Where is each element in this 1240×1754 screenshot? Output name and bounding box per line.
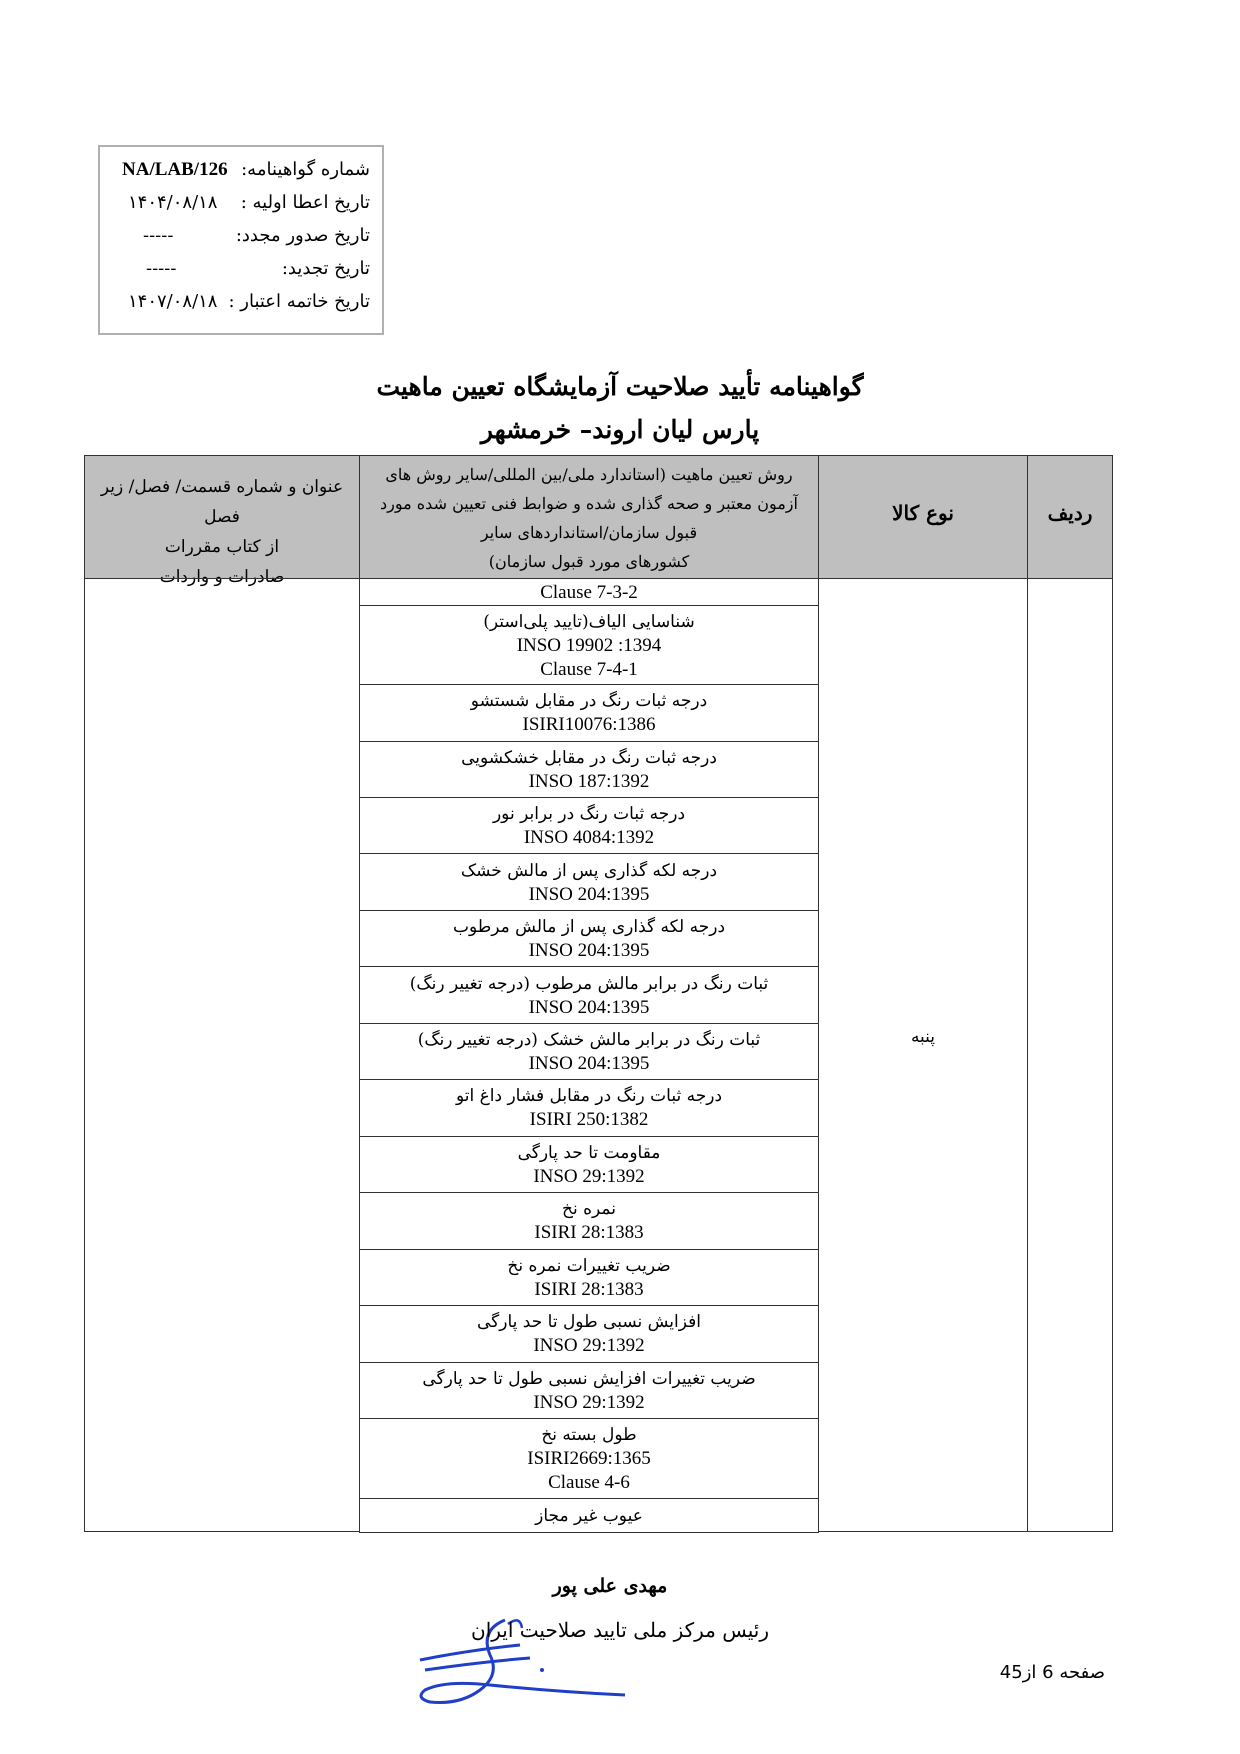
header-row-number-label: ردیف xyxy=(1047,501,1093,525)
cert-number-value: NA/LAB/126 xyxy=(122,159,228,180)
header-regulation-line: صادرات و واردات xyxy=(159,567,285,587)
method-standard-code: ISIRI 250:1382 xyxy=(529,1109,649,1131)
scope-table xyxy=(84,455,1113,1532)
method-standard-code: ISIRI 28:1383 xyxy=(534,1278,644,1300)
method-standard-code: INSO 29:1392 xyxy=(533,1391,645,1413)
method-row xyxy=(359,1498,819,1533)
method-row xyxy=(359,966,819,1023)
header-method-line: روش تعیین ماهیت (استاندارد ملی/بین المللی/سایر روش های xyxy=(385,465,793,484)
method-test-name: ثبات رنگ در برابر مالش خشک (درجه تغییر رنگ) xyxy=(417,1030,761,1051)
goods-type-cell xyxy=(818,578,1028,1532)
header-regulation-line: از کتاب مقررات xyxy=(164,537,280,557)
method-row xyxy=(359,684,819,741)
method-standard-code: INSO 29:1392 xyxy=(533,1165,645,1187)
method-test-name: درجه ثبات رنگ در مقابل فشار داغ اتو xyxy=(455,1086,723,1107)
row-number-cell xyxy=(1027,578,1113,1532)
method-row xyxy=(359,1136,819,1193)
method-test-name: مقاومت تا حد پارگی xyxy=(517,1142,661,1163)
renewal-date-label: تاریخ تجدید: xyxy=(281,258,370,279)
method-standard-code: INSO 4084:1392 xyxy=(523,827,655,849)
method-row xyxy=(359,1192,819,1249)
header-goods-type-label: نوع کالا xyxy=(892,501,954,525)
method-row xyxy=(359,1079,819,1136)
renewal-date-row xyxy=(110,254,370,284)
method-test-name: درجه ثبات رنگ در مقابل شستشو xyxy=(470,691,708,712)
certificate-title: گواهینامه تأیید صلاحیت آزمایشگاه تعیین ماهیت xyxy=(376,372,864,401)
renewal-date-value: ----- xyxy=(146,258,177,279)
method-row xyxy=(359,741,819,798)
method-test-name: طول بسته نخ xyxy=(541,1425,637,1446)
expiry-date-row xyxy=(110,287,370,317)
method-test-name: درجه ثبات رنگ در مقابل خشکشویی xyxy=(461,747,717,768)
method-standard-code: INSO 19902 :1394 xyxy=(516,634,662,656)
method-test-name: افزایش نسبی طول تا حد پارگی xyxy=(477,1312,701,1333)
method-row xyxy=(359,910,819,967)
method-row xyxy=(359,578,819,606)
header-row-number xyxy=(1027,455,1113,579)
regulation-column xyxy=(84,578,360,1532)
method-standard-code: Clause 7-3-2 xyxy=(540,581,638,603)
method-standard-code: INSO 204:1395 xyxy=(528,883,650,905)
header-method-line: قبول سازمان/استانداردهای سایر xyxy=(480,523,698,542)
method-test-name: ضریب تغییرات افزایش نسبی طول تا حد پارگی xyxy=(422,1368,756,1389)
method-row xyxy=(359,605,819,685)
issue-date-value: ۱۴۰۴/۰۸/۱۸ xyxy=(128,192,218,213)
page-number xyxy=(985,1662,1105,1683)
header-method-line: آزمون معتبر و صحه گذاری شده و ضوابط فنی تعیین شده مورد xyxy=(380,494,798,513)
issue-date-row xyxy=(110,188,370,218)
header-goods-type xyxy=(818,455,1028,579)
laboratory-name: پارس لیان اروند– خرمشهر xyxy=(480,415,760,444)
method-row xyxy=(359,853,819,910)
method-test-name: درجه ثبات رنگ در برابر نور xyxy=(492,804,686,825)
method-row xyxy=(359,1249,819,1306)
method-standard-code: INSO 187:1392 xyxy=(528,770,650,792)
page-sep: از xyxy=(1022,1662,1037,1683)
header-regulation xyxy=(84,455,360,587)
goods-type-value: پنبه xyxy=(910,1027,936,1047)
method-standard-code: ISIRI 28:1383 xyxy=(534,1222,644,1244)
expiry-date-value: ۱۴۰۷/۰۸/۱۸ xyxy=(128,291,218,312)
signatory-name: مهدی علی پور xyxy=(552,1575,668,1597)
method-test-name: ثبات رنگ در برابر مالش مرطوب (درجه تغییر رنگ) xyxy=(409,973,769,994)
reissue-date-label: تاریخ صدور مجدد: xyxy=(235,225,370,246)
method-standard-code: INSO 29:1392 xyxy=(533,1335,645,1357)
header-regulation-line: عنوان و شماره قسمت/ فصل/ زیر فصل xyxy=(100,477,344,527)
header-method xyxy=(359,455,819,579)
method-test-name: درجه لکه گذاری پس از مالش مرطوب xyxy=(452,917,726,938)
method-test-name: درجه لکه گذاری پس از مالش خشک xyxy=(460,860,718,881)
method-test-name: شناسایی الیاف(تایید پلی‌استر) xyxy=(483,611,695,632)
method-row xyxy=(359,1418,819,1499)
method-row xyxy=(359,797,819,854)
certificate-info-box xyxy=(98,145,384,335)
reissue-date-value: ----- xyxy=(143,225,174,246)
method-test-name: نمره نخ xyxy=(562,1199,616,1220)
method-row xyxy=(359,1362,819,1419)
method-standard-code: INSO 204:1395 xyxy=(528,940,650,962)
method-standard-code: Clause 4-6 xyxy=(548,1472,630,1494)
page-current: 6 xyxy=(1042,1662,1054,1683)
method-column xyxy=(359,578,819,1532)
cert-number-row xyxy=(110,155,370,185)
method-standard-code: ISIRI10076:1386 xyxy=(522,714,656,736)
method-row xyxy=(359,1023,819,1080)
issue-date-label: تاریخ اعطا اولیه : xyxy=(240,192,370,213)
signatory-role: رئیس مرکز ملی تایید صلاحیت ایران xyxy=(471,1618,769,1642)
method-standard-code: ISIRI2669:1365 xyxy=(527,1448,651,1470)
expiry-date-label: تاریخ خاتمه اعتبار : xyxy=(228,291,370,312)
page-prefix: صفحه xyxy=(1059,1662,1105,1683)
method-test-name: عیوب غیر مجاز xyxy=(535,1506,643,1527)
method-row xyxy=(359,1305,819,1362)
method-test-name: ضریب تغییرات نمره نخ xyxy=(507,1255,671,1276)
page-total: 45 xyxy=(999,1662,1023,1683)
header-method-line: کشورهای مورد قبول سازمان) xyxy=(488,552,690,571)
method-standard-code: INSO 204:1395 xyxy=(528,1053,650,1075)
reissue-date-row xyxy=(110,221,370,251)
method-standard-code: INSO 204:1395 xyxy=(528,996,650,1018)
cert-number-label: شماره گواهینامه: xyxy=(241,159,370,180)
method-standard-code: Clause 7-4-1 xyxy=(540,658,638,680)
